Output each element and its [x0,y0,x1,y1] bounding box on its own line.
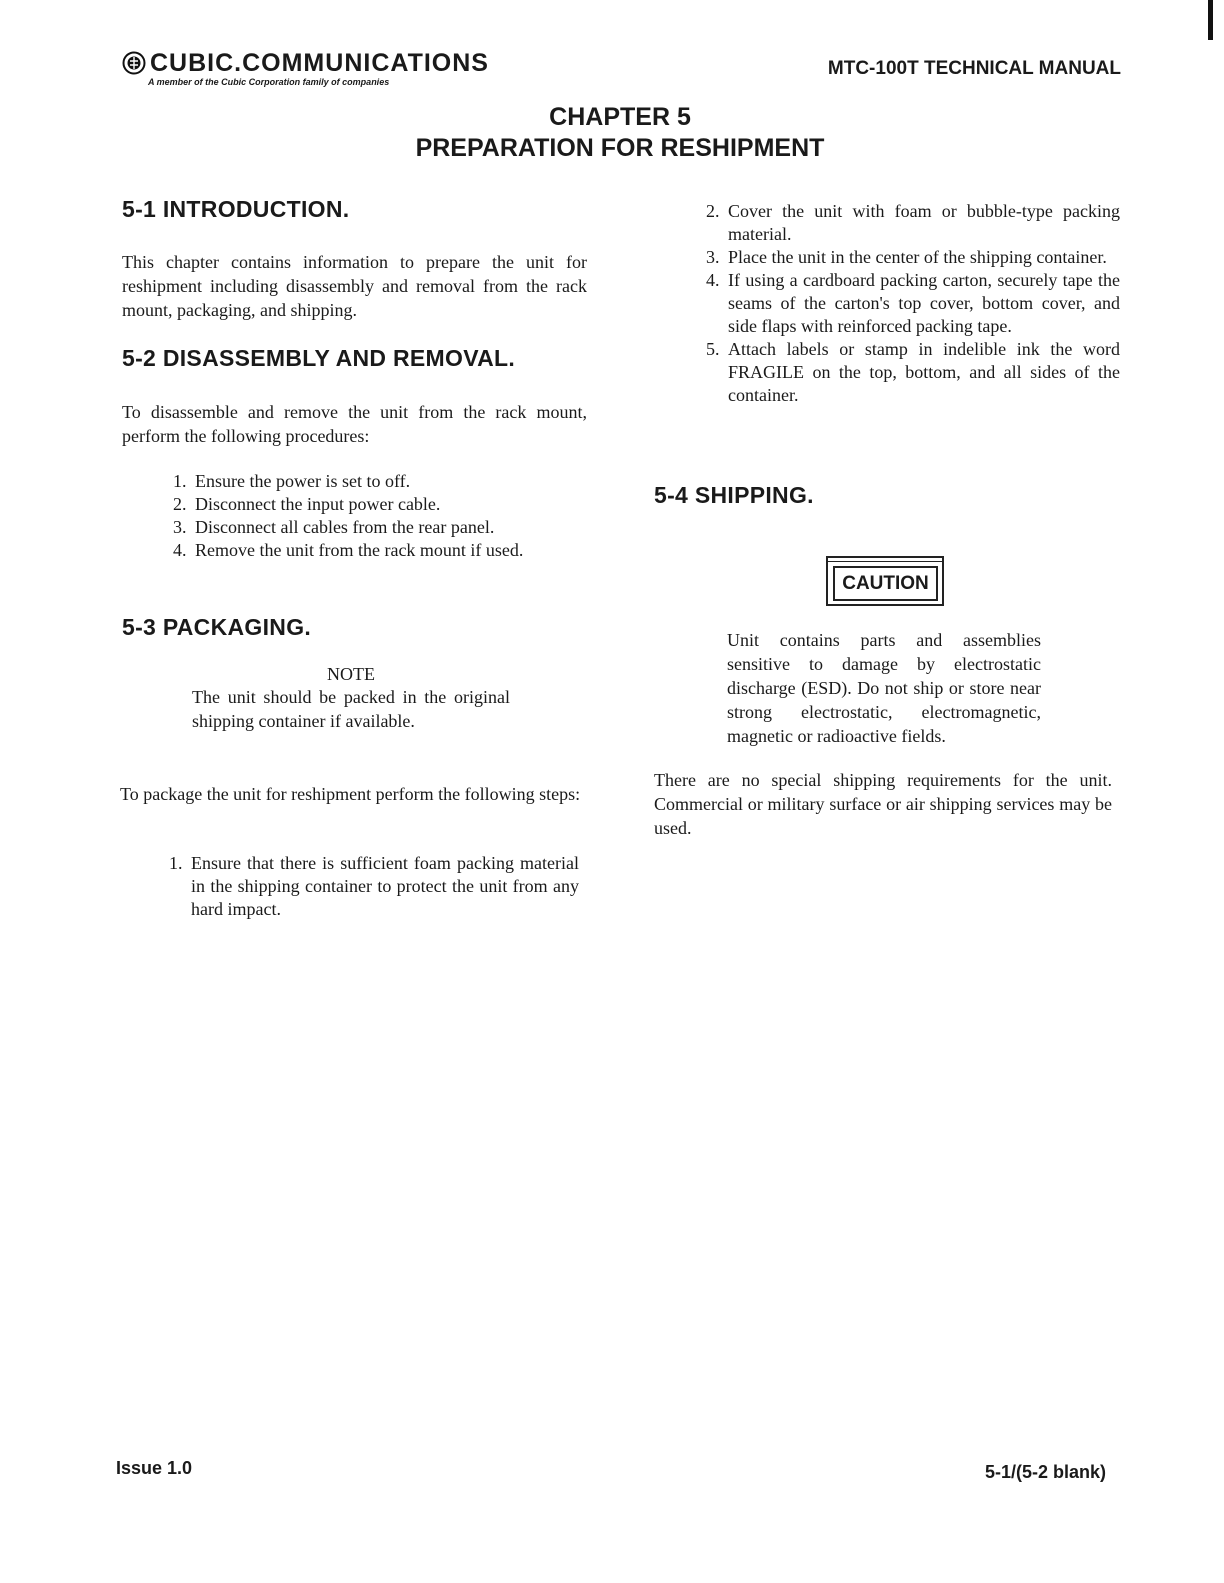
list-item: 1. Ensure that there is sufficient foam packing material in the shipping container to protect the unit from any hard impact. [169,853,579,919]
logo-text: CUBIC.COMMUNICATIONS [150,49,489,77]
list-item: 3. Place the unit in the center of the shipping container. [706,247,1107,267]
footer-issue: Issue 1.0 [116,1458,193,1478]
list-item: 2. Disconnect the input power cable. [173,494,441,514]
caution-text: Unit contains parts and assemblies sensitive to damage by electrostatic discharge (ESD). Do not ship or store near strong electrostatic, electromagnetic, magnetic or radioactive fields. [727,630,1041,746]
footer-page-number: 5-1/(5-2 blank) [984,1462,1106,1482]
packaging-steps-part-2 [706,200,1120,407]
caution-label: CAUTION [833,566,938,601]
note-text: The unit should be packed in the original shipping container if available. [192,687,510,731]
note-label: NOTE [327,664,375,684]
list-item: 1. Ensure the power is set to off. [173,471,411,491]
cubic-globe-icon [122,51,146,75]
chapter-number: CHAPTER 5 [549,103,691,131]
list-item: 5. Attach labels or stamp in indelible ink the word FRAGILE on the top, bottom, and all sides of the container. [706,339,1120,405]
note-block [192,664,510,733]
list-item: 4. If using a cardboard packing carton, securely tape the seams of the carton's top cover, bottom cover, and side flaps with reinforced packing tape. [706,270,1120,336]
chapter-title: PREPARATION FOR RESHIPMENT [415,134,825,162]
manual-title: MTC-100T TECHNICAL MANUAL [827,58,1121,79]
packaging-steps-part-1 [169,852,579,921]
section-heading-disassembly: 5-2 DISASSEMBLY AND REMOVAL. [122,345,516,371]
shipping-text: There are no special shipping requirements for the unit. Commercial or military surface or air shipping services may be used. [654,770,1112,838]
caution-box [826,556,944,606]
packaging-intro-text: To package the unit for reshipment perform the following steps: [120,784,581,804]
section-heading-packaging: 5-3 PACKAGING. [122,614,312,640]
disassembly-intro-text: To disassemble and remove the unit from the rack mount, perform the following procedures: [122,402,587,446]
list-item: 2. Cover the unit with foam or bubble-type packing material. [706,201,1120,244]
logo-subtitle: A member of the Cubic Corporation family of companies [148,77,390,87]
section-heading-introduction: 5-1 INTRODUCTION. [122,196,350,222]
disassembly-steps [173,470,593,562]
company-logo [122,50,489,76]
list-item: 4. Remove the unit from the rack mount if used. [173,540,524,560]
list-item: 3. Disconnect all cables from the rear panel. [173,517,495,537]
section-heading-shipping: 5-4 SHIPPING. [654,482,814,508]
scan-edge-mark [1208,0,1213,40]
introduction-text: This chapter contains information to prepare the unit for reshipment including disassembly and removal from the rack mount, packaging, and shipping. [122,252,587,320]
